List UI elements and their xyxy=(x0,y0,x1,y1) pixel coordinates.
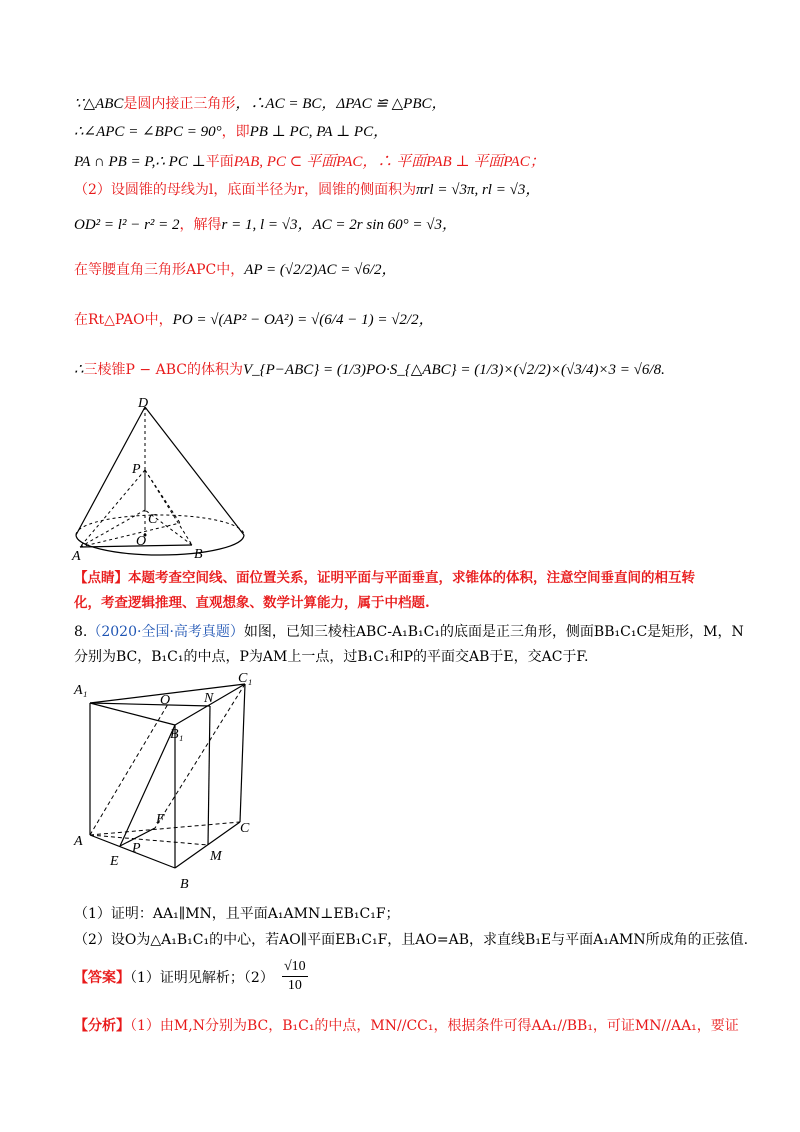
answer-tag: 【答案】 xyxy=(74,970,130,986)
solution-line-7 xyxy=(74,310,434,330)
cone-label-a: A xyxy=(72,549,81,564)
solution-line-5 xyxy=(74,215,457,235)
prism-figure xyxy=(70,670,270,895)
solution-line-6-math: AP = (√2/2)AC = √6/2， xyxy=(244,262,397,278)
solution-line-4-math: πrl = √3π, rl = √3， xyxy=(416,182,541,198)
prism-label-f: F xyxy=(156,812,165,827)
cone-label-b: B xyxy=(194,547,203,562)
prism-label-c1: C₁ xyxy=(238,671,253,686)
answer-fraction-numerator: √10 xyxy=(282,958,308,977)
solution-line-7-red: 在Rt△PAO中， xyxy=(74,312,173,328)
comment-text-1: 本题考查空间线、面位置关系，证明平面与平面垂直，求锥体的体积，注意空间垂直间的相互转 xyxy=(128,570,695,586)
problem-8-text-2: 分别为BC，B₁C₁的中点，P为AM上一点，过B₁C₁和P的平面交AB于E，交AC于F. xyxy=(74,649,589,665)
cone-label-c: C xyxy=(148,512,158,527)
solution-line-5-red: ，解得 xyxy=(179,217,222,233)
solution-line-5-prefix: OD² = l² − r² = 2 xyxy=(74,217,180,233)
analysis-text: （1）由M,N分别为BC，B₁C₁的中点，MN//CC₁，根据条件可得AA₁//BB₁，可证MN//AA₁，要证 xyxy=(130,1018,739,1034)
prism-label-b: B xyxy=(180,877,189,892)
solution-line-3-math: PAB, PC ⊂ 平面PAC，∴ 平面PAB ⊥ 平面PAC； xyxy=(233,154,545,170)
prism-label-a: A xyxy=(74,834,83,849)
question-1-text: （1）证明：AA₁∥MN，且平面A₁AMN⊥EB₁C₁F； xyxy=(74,906,400,922)
solution-line-4 xyxy=(74,180,540,200)
answer-fraction xyxy=(282,958,308,995)
cone-label-p: P xyxy=(132,462,141,477)
solution-line-8 xyxy=(74,360,665,380)
solution-line-2 xyxy=(74,122,388,142)
problem-8-line-2 xyxy=(74,647,588,667)
question-2-text: （2）设O为△A₁B₁C₁的中心，若AO∥平面EB₁C₁F，且AO=AB，求直线B₁E与平面A₁AMN所成角的正弦值. xyxy=(74,932,749,948)
problem-8-line-1 xyxy=(74,622,744,642)
prism-label-m: M xyxy=(210,849,222,864)
solution-line-2-red: ，即 xyxy=(221,124,250,140)
question-2 xyxy=(74,930,748,950)
prism-label-p: P xyxy=(132,841,141,856)
solution-line-8-red: 三棱锥P − ABC的体积为 xyxy=(83,362,243,378)
cone-label-o: O xyxy=(136,534,147,549)
prism-label-o: O xyxy=(160,693,171,708)
solution-line-2-math: PB ⊥ PC, PA ⊥ PC， xyxy=(249,124,389,140)
comment-line-1 xyxy=(74,568,695,588)
analysis-tag: 【分析】 xyxy=(74,1018,130,1034)
comment-text-2: 化，考查逻辑推理、直观想象、数学计算能力，属于中档题. xyxy=(74,595,430,611)
solution-line-1-prefix: ∵△ABC xyxy=(74,96,124,112)
answer-text: （1）证明见解析；（2） xyxy=(130,970,274,986)
prism-label-e: E xyxy=(110,854,119,869)
problem-8-text-1: 如图，已知三棱柱ABC-A₁B₁C₁的底面是正三角形，侧面BB₁C₁C是矩形，M，N xyxy=(243,624,744,640)
solution-line-1 xyxy=(74,94,447,114)
solution-line-8-math: V_{P−ABC} = (1/3)PO·S_{△ABC} = (1/3)×(√2/2)×(√3/4)×3 = √6/8. xyxy=(242,362,665,378)
solution-line-4-red: （2）设圆锥的母线为l，底面半径为r，圆锥的侧面积为 xyxy=(74,182,417,198)
solution-line-3 xyxy=(74,152,545,172)
question-1 xyxy=(74,904,400,924)
cone-label-d: D xyxy=(138,396,149,411)
analysis-line xyxy=(74,1016,739,1036)
comment-tag: 【点睛】 xyxy=(74,570,128,586)
prism-label-b1: B₁ xyxy=(170,727,184,742)
cone-figure xyxy=(70,395,250,565)
solution-line-8-prefix: ∴ xyxy=(74,362,84,378)
solution-line-1-math: ，∴AC = BC，ΔPAC ≌ △PBC， xyxy=(235,96,447,112)
problem-8-source: （2020·全国·高考真题） xyxy=(87,624,244,640)
solution-line-6 xyxy=(74,260,397,280)
solution-line-3-red: 平面 xyxy=(205,154,234,170)
answer-line xyxy=(74,968,274,988)
answer-fraction-denominator: 10 xyxy=(287,978,302,993)
comment-line-2 xyxy=(74,593,430,613)
problem-8-number: 8. xyxy=(74,624,88,640)
prism-label-c: C xyxy=(240,821,250,836)
solution-line-3-prefix: PA ∩ PB = P,∴ PC ⊥ xyxy=(74,154,206,170)
solution-line-6-red: 在等腰直角三角形APC中， xyxy=(74,262,245,278)
prism-label-a1: A₁ xyxy=(74,683,88,698)
solution-line-2-prefix: ∴∠APC = ∠BPC = 90° xyxy=(74,124,222,140)
solution-line-1-red: 是圆内接正三角形 xyxy=(123,96,236,112)
solution-line-5-math: r = 1, l = √3，AC = 2r sin 60° = √3， xyxy=(221,217,457,233)
prism-label-n: N xyxy=(204,691,214,706)
solution-line-7-math: PO = √(AP² − OA²) = √(6/4 − 1) = √2/2， xyxy=(172,312,434,328)
